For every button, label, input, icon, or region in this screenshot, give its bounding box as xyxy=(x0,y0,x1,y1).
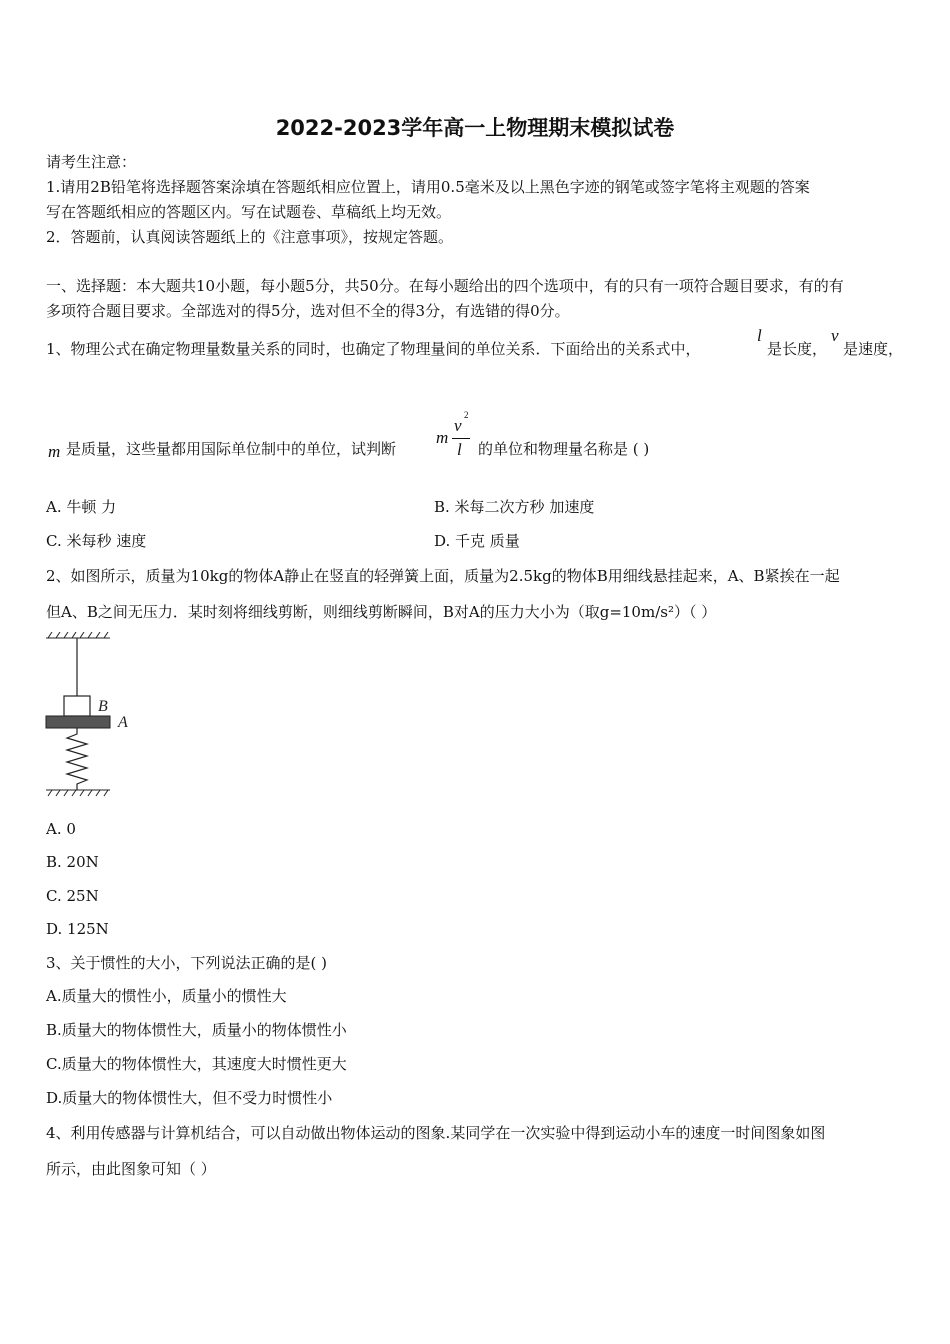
q1-formula-m: m xyxy=(436,428,449,447)
spring-block-figure xyxy=(40,632,140,800)
notice-item-1-line-1: 1.请用2B铅笔将选择题答案涂填在答题纸相应位置上，请用0.5毫米及以上黑色字迹的钢笔或签字笔将主观题的答案 xyxy=(46,178,810,196)
spring xyxy=(67,728,87,790)
section-header-line-1: 一、选择题：本大题共10小题，每小题5分，共50分。在每小题给出的四个选项中，有的只有一项符合题目要求，有的有 xyxy=(46,277,844,295)
q4-stem-line-2: 所示，由此图象可知（ ） xyxy=(46,1160,216,1178)
q1-stem-part-1: 1、物理公式在确定物理量数量关系的同时，也确定了物理量间的单位关系．下面给出的关系式中， xyxy=(46,340,701,358)
q2-option-b: B. 20N xyxy=(46,853,99,871)
q1-option-c: C. 米每秒 速度 xyxy=(46,532,147,550)
q1-formula-numerator: v xyxy=(454,416,462,435)
q1-formula xyxy=(436,410,476,462)
page-title: 2022-2023学年高一上物理期末模拟试卷 xyxy=(275,116,675,140)
q1-option-b: B. 米每二次方秒 加速度 xyxy=(434,498,595,516)
q1-formula-fraction-bar xyxy=(452,438,470,439)
q3-option-b: B.质量大的物体惯性大，质量小的物体惯性小 xyxy=(46,1021,347,1039)
q2-option-c: C. 25N xyxy=(46,887,99,905)
q1-stem-part-2: 是长度， xyxy=(767,340,828,358)
notice-item-2: 2．答题前，认真阅读答题纸上的《注意事项》，按规定答题。 xyxy=(46,228,454,246)
q2-option-a: A. 0 xyxy=(46,820,76,838)
q1-formula-exponent: 2 xyxy=(464,410,469,420)
notice-item-1-line-2: 写在答题纸相应的答题区内。写在试题卷、草稿纸上均无效。 xyxy=(46,203,452,221)
q3-option-d: D.质量大的物体惯性大，但不受力时惯性小 xyxy=(46,1089,333,1107)
q3-stem: 3、关于惯性的大小，下列说法正确的是( ) xyxy=(46,954,328,972)
q1-symbol-v: v xyxy=(831,326,839,345)
q1-stem-part-3: 是速度， xyxy=(843,340,904,358)
ceiling-hatch xyxy=(46,632,110,638)
block-a xyxy=(46,716,110,728)
q1-symbol-l: l xyxy=(757,326,762,345)
q1-stem-part-5: 的单位和物理量名称是 ( ) xyxy=(478,440,650,458)
label-b: B xyxy=(98,698,108,715)
ground-hatch xyxy=(46,790,110,796)
q3-option-a: A.质量大的惯性小，质量小的惯性大 xyxy=(46,987,287,1005)
q1-formula-denominator: l xyxy=(457,440,462,459)
notice-heading: 请考生注意： xyxy=(46,153,137,171)
q1-symbol-m: m xyxy=(48,442,61,461)
q4-stem-line-1: 4、利用传感器与计算机结合，可以自动做出物体运动的图象.某同学在一次实验中得到运动小车的速度一时间图象如图 xyxy=(46,1124,826,1142)
q3-option-c: C.质量大的物体惯性大，其速度大时惯性更大 xyxy=(46,1055,347,1073)
q2-option-d: D. 125N xyxy=(46,920,109,938)
q2-stem-line-2: 但A、B之间无压力．某时刻将细线剪断，则细线剪断瞬间，B对A的压力大小为（取g=10m/s²）（ ） xyxy=(46,603,717,621)
block-b xyxy=(64,696,90,716)
label-a: A xyxy=(118,714,128,731)
q1-option-a: A. 牛顿 力 xyxy=(46,498,117,516)
q1-stem-part-4: 是质量，这些量都用国际单位制中的单位，试判断 xyxy=(66,440,397,458)
q2-stem-line-1: 2、如图所示，质量为10kg的物体A静止在竖直的轻弹簧上面，质量为2.5kg的物体B用细线悬挂起来，A、B紧挨在一起 xyxy=(46,567,840,585)
section-header-line-2: 多项符合题目要求。全部选对的得5分，选对但不全的得3分，有选错的得0分。 xyxy=(46,302,570,320)
q1-option-d: D. 千克 质量 xyxy=(434,532,520,550)
